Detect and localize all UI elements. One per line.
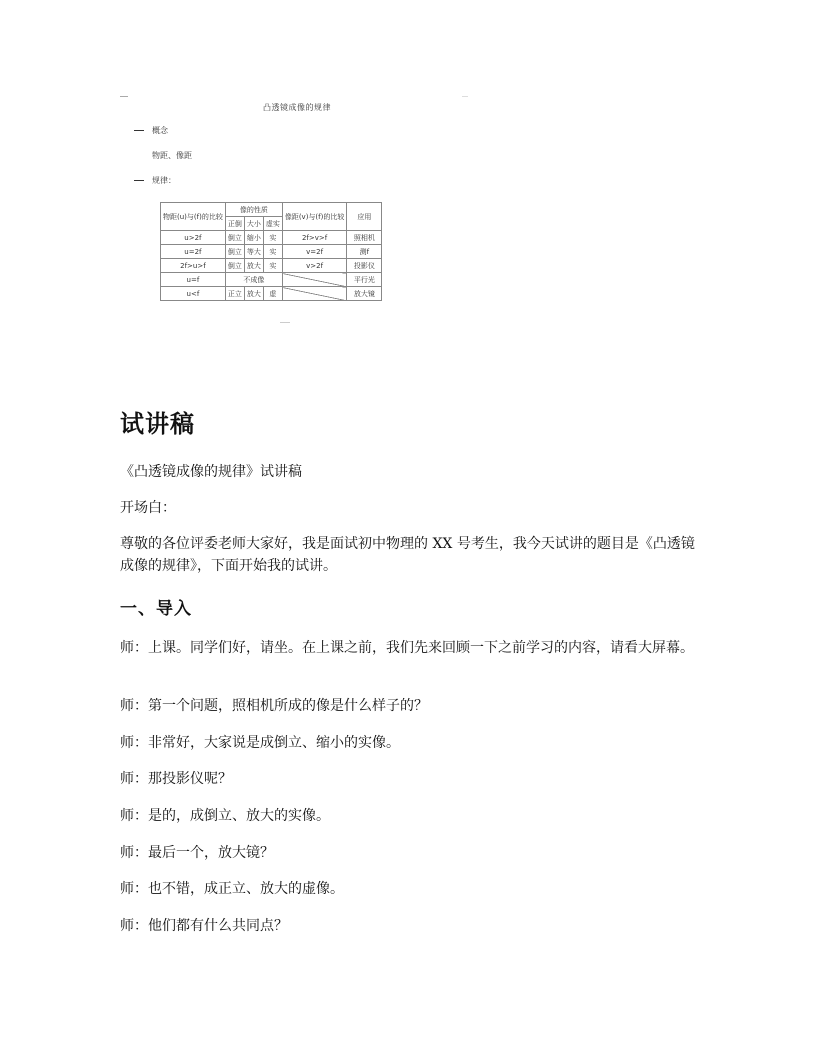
table-cell-diagonal — [282, 287, 347, 301]
table-subheader-real-virtual: 虚实 — [263, 217, 282, 231]
table-row — [161, 245, 382, 259]
table-header-application: 应用 — [347, 203, 382, 231]
table-cell: 倒立 — [225, 245, 244, 259]
dialogue-line: 师：也不错，成正立、放大的虚像。 — [120, 881, 344, 897]
scan-section-one-body: 物距、像距 — [152, 151, 192, 160]
table-cell: 虚 — [263, 287, 282, 301]
scan-section-one-title: 概念 — [152, 126, 168, 135]
table-cell: 2f>u>f — [161, 259, 226, 273]
table-cell: 缩小 — [244, 231, 263, 245]
table-cell: 放大镜 — [347, 287, 382, 301]
table-cell: 不成像 — [225, 273, 282, 287]
scan-section-one-dash — [134, 130, 144, 131]
dialogue-line: 师：最后一个，放大镜？ — [120, 845, 274, 861]
opening-label: 开场白： — [120, 500, 176, 516]
scanned-notes-image — [118, 94, 470, 326]
table-header-image-distance: 像距(v)与(f)的比较 — [282, 203, 347, 231]
table-cell: v>2f — [282, 259, 347, 273]
scan-edge-mark — [280, 322, 290, 323]
dialogue-line: 师：那投影仪呢？ — [120, 771, 232, 787]
table-cell: 倒立 — [225, 231, 244, 245]
scan-edge-mark — [462, 96, 468, 97]
scan-edge-mark — [120, 96, 128, 97]
table-row — [161, 287, 382, 301]
page-heading: 试讲稿 — [120, 410, 195, 438]
dialogue-line: 师：非常好，大家说是成倒立、缩小的实像。 — [120, 735, 400, 751]
dialogue-line: 师：他们都有什么共同点？ — [120, 918, 288, 934]
opening-paragraph: 尊敬的各位评委老师大家好，我是面试初中物理的 XX 号考生，我今天试讲的题目是《凸透镜成像的规律》，下面开始我的试讲。 — [120, 536, 695, 574]
table-subheader-orientation: 正倒 — [225, 217, 244, 231]
table-cell: 投影仪 — [347, 259, 382, 273]
table-cell: 实 — [263, 245, 282, 259]
table-cell: u=2f — [161, 245, 226, 259]
dialogue-line: 师：是的，成倒立、放大的实像。 — [120, 808, 330, 824]
table-cell: u<f — [161, 287, 226, 301]
scan-section-two-title: 规律： — [152, 176, 176, 185]
table-cell: 平行光 — [347, 273, 382, 287]
table-header-object-distance: 物距(u)与(f)的比较 — [161, 203, 226, 231]
table-cell: 2f>v>f — [282, 231, 347, 245]
table-cell: u=f — [161, 273, 226, 287]
dialogue-line: 师：上课。同学们好，请坐。在上课之前，我们先来回顾一下之前学习的内容，请看大屏幕。 — [120, 640, 694, 656]
table-cell: 测f — [347, 245, 382, 259]
table-cell: 正立 — [225, 287, 244, 301]
table-cell-diagonal — [282, 273, 347, 287]
scan-title: 凸透镜成像的规律 — [263, 103, 331, 112]
table-subheader-size: 大小 — [244, 217, 263, 231]
table-row — [161, 231, 382, 245]
table-cell: 实 — [263, 259, 282, 273]
table-cell: 实 — [263, 231, 282, 245]
document-subtitle: 《凸透镜成像的规律》试讲稿 — [120, 464, 302, 480]
dialogue-line: 师：第一个问题，照相机所成的像是什么样子的？ — [120, 698, 428, 714]
table-cell: u>2f — [161, 231, 226, 245]
scan-section-two-dash — [134, 180, 144, 181]
table-cell: 等大 — [244, 245, 263, 259]
imaging-rules-table — [160, 202, 382, 301]
table-header-image-properties: 像的性质 — [225, 203, 282, 217]
table-row — [161, 273, 382, 287]
table-cell: 倒立 — [225, 259, 244, 273]
table-cell: 照相机 — [347, 231, 382, 245]
table-row — [161, 259, 382, 273]
table-cell: 放大 — [244, 287, 263, 301]
section-title-intro: 一、导入 — [120, 599, 192, 619]
table-cell: 放大 — [244, 259, 263, 273]
table-cell: v=2f — [282, 245, 347, 259]
